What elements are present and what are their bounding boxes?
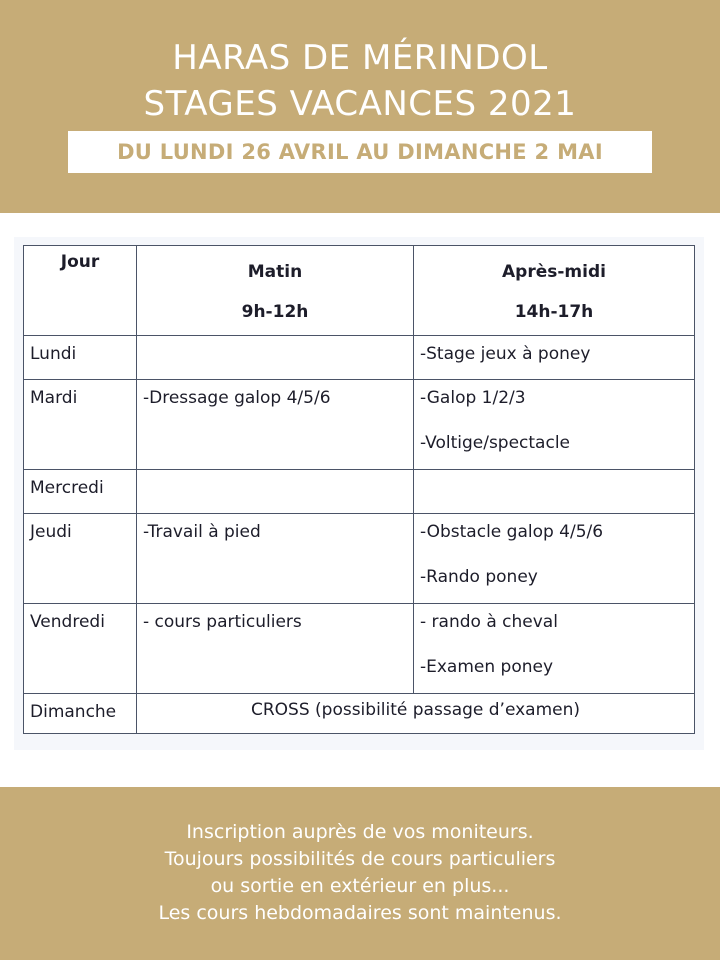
header-day-label: Jour <box>60 252 100 272</box>
afternoon-activity: -Obstacle galop 4/5/6 <box>420 522 604 542</box>
day-cell: Jeudi <box>30 522 72 542</box>
table-row <box>24 470 695 514</box>
day-cell: Dimanche <box>30 702 117 722</box>
afternoon-activity: -Voltige/spectacle <box>420 433 571 453</box>
table-row <box>24 694 695 734</box>
day-cell: Mardi <box>30 388 78 408</box>
afternoon-cell <box>414 470 695 514</box>
day-cell: Mercredi <box>30 478 104 498</box>
schedule-table <box>23 245 695 734</box>
header-afternoon <box>414 246 695 336</box>
page-subtitle: STAGES VACANCES 2021 <box>143 84 577 124</box>
morning-activity: - cours particuliers <box>143 612 302 632</box>
table-header-row <box>24 246 695 336</box>
footer-notes <box>0 819 720 927</box>
footer-line: Les cours hebdomadaires sont maintenus. <box>158 902 562 924</box>
full-day-activity: CROSS (possibilité passage d’examen) <box>250 700 581 720</box>
footer-banner <box>0 787 720 960</box>
footer-line: Toujours possibilités de cours particuliers <box>164 848 556 870</box>
header-day <box>24 246 137 336</box>
morning-activity: -Dressage galop 4/5/6 <box>143 388 331 408</box>
footer-line: Inscription auprès de vos moniteurs. <box>186 821 534 843</box>
date-range-badge: DU LUNDI 26 AVRIL AU DIMANCHE 2 MAI <box>68 131 652 173</box>
afternoon-activity: - rando à cheval <box>420 612 558 632</box>
morning-cell <box>137 336 414 380</box>
header-afternoon-hours: 14h-17h <box>514 302 594 322</box>
table-row <box>24 336 695 380</box>
day-cell: Vendredi <box>30 612 105 632</box>
afternoon-activity: -Rando poney <box>420 567 538 587</box>
header-morning-label: Matin <box>247 262 303 282</box>
page-title: HARAS DE MÉRINDOL <box>172 38 548 78</box>
header-morning <box>137 246 414 336</box>
header-afternoon-label: Après-midi <box>502 262 606 282</box>
afternoon-activity: -Stage jeux à poney <box>420 344 591 364</box>
day-cell: Lundi <box>30 344 77 364</box>
morning-activity: -Travail à pied <box>143 522 261 542</box>
footer-line: ou sortie en extérieur en plus... <box>210 875 510 897</box>
header-morning-hours: 9h-12h <box>241 302 309 322</box>
morning-cell <box>137 470 414 514</box>
table-row <box>24 514 695 604</box>
header-banner <box>0 0 720 213</box>
afternoon-activity: -Galop 1/2/3 <box>420 388 526 408</box>
table-row <box>24 380 695 470</box>
schedule-photo <box>14 237 704 750</box>
afternoon-activity: -Examen poney <box>420 657 554 677</box>
table-row <box>24 604 695 694</box>
